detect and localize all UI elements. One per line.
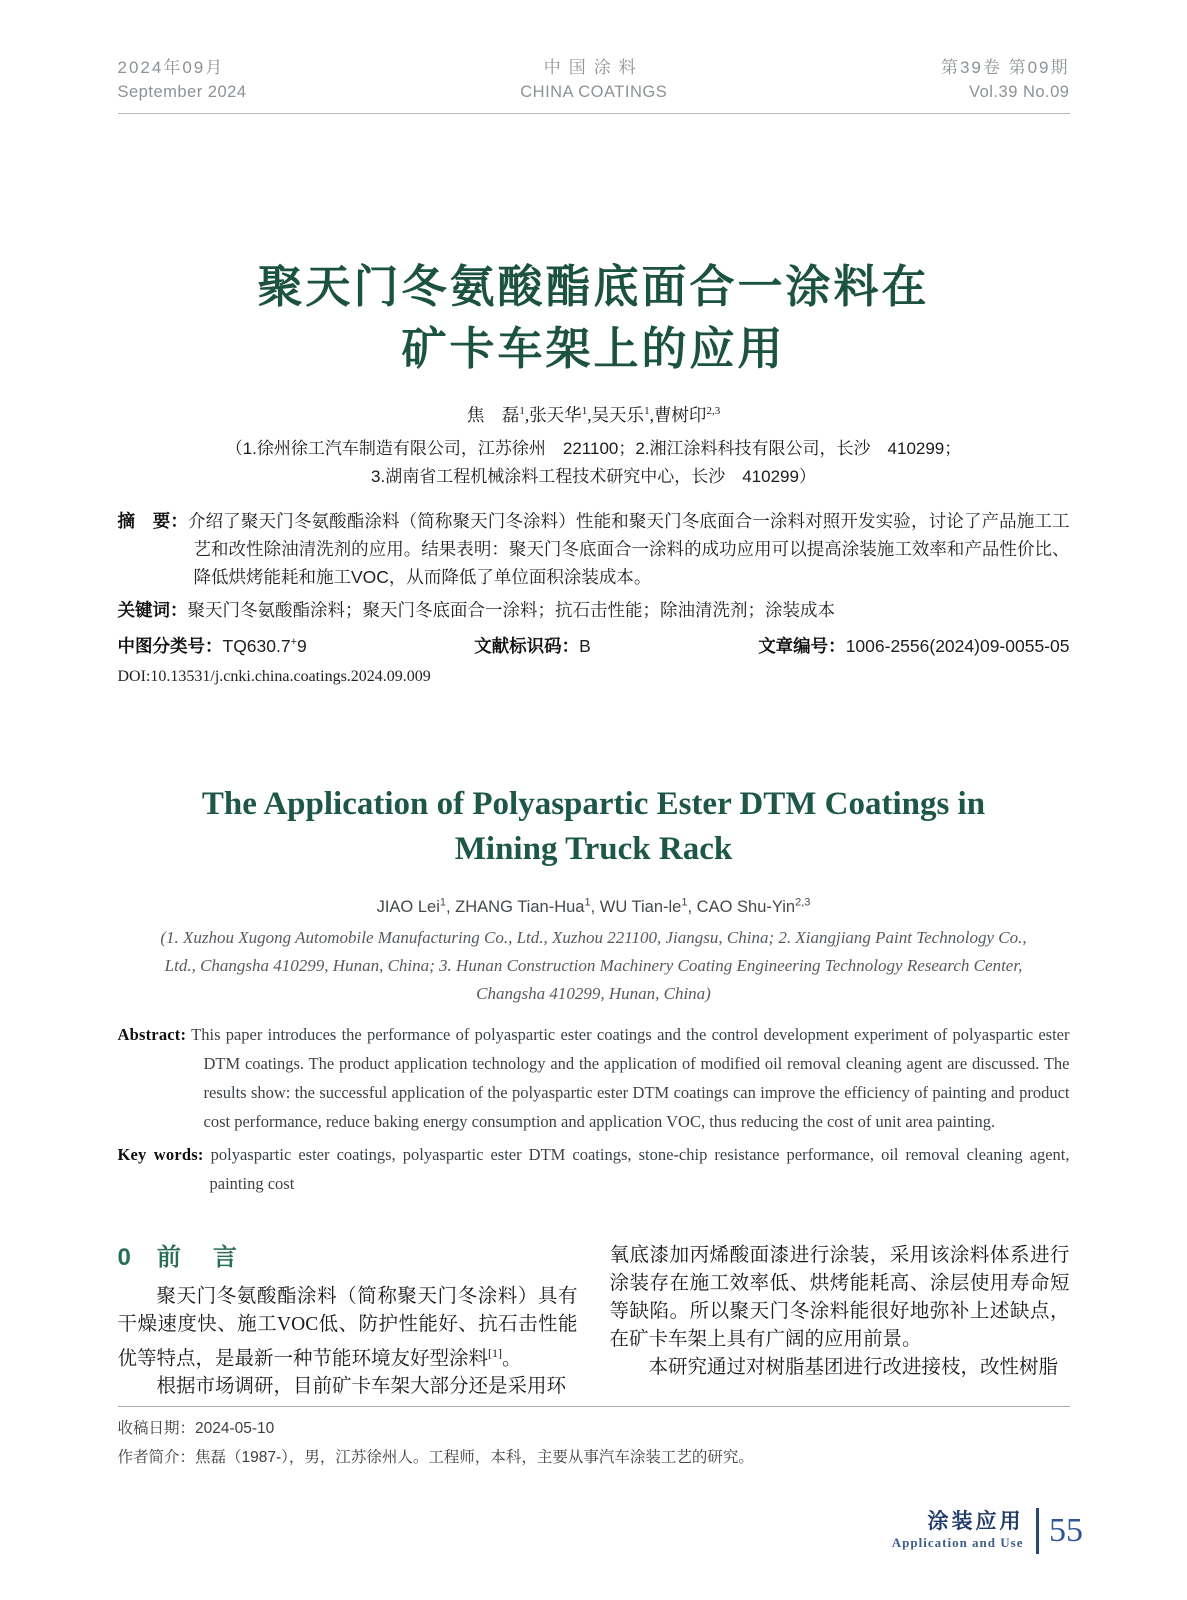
abstract-cn-text: 介绍了聚天门冬氨酸酯涂料（简称聚天门冬涂料）性能和聚天门冬底面合一涂料对照开发实验，讨论了产品施工工艺和改性除油清洗剂的应用。结果表明：聚天门冬底面合一涂料的成功应用可以提高涂装施工效率和产品性价比、降低烘烤能耗和施工VOC，从而降低了单位面积涂装成本。 <box>188 511 1070 587</box>
column-name-cn: 涂装应用 <box>927 1510 1024 1533</box>
received-date <box>118 1417 1070 1441</box>
journal-name-en: CHINA COATINGS <box>520 83 668 101</box>
body-column-right <box>610 1242 1070 1402</box>
author-cn: 吴天乐$^1$, <box>591 405 654 425</box>
abstract-cn <box>118 507 1070 591</box>
author-cn: 张天华$^1$, <box>529 405 592 425</box>
authors-en <box>118 896 1070 917</box>
header-issue <box>941 56 1070 104</box>
keywords-en-label: Key words: <box>117 1144 204 1164</box>
header-date <box>118 56 247 104</box>
article-title-cn <box>118 256 1070 380</box>
affiliation-cn-line1: （1.徐州徐工汽车制造有限公司，江苏徐州 221100；2.湘江涂料科技有限公司，长沙 410299； <box>225 439 962 458</box>
keywords-cn <box>118 597 1070 622</box>
received-date-value: 2024-05-10 <box>195 1420 275 1437</box>
column-name <box>892 1510 1024 1552</box>
keywords-en <box>118 1140 1070 1198</box>
author-cn: 焦 磊$^1$, <box>466 405 530 425</box>
author-bio-label: 作者简介： <box>117 1449 196 1466</box>
author-bio-text: 焦磊（1987-），男，江苏徐州人。工程师，本科，主要从事汽车涂装工艺的研究。 <box>195 1449 754 1466</box>
title-cn-line2: 矿卡车架上的应用 <box>401 323 786 374</box>
abstract-en-text: This paper introduces the performance of polyaspartic ester coatings and the control development experiment of polyaspartic ester DTM coatings. The product application technology and the application of modified oil removal cleaning agent are discussed. The results show: the successful application of the polyaspartic ester DTM coatings can improve the efficiency of painting and product cost performance, reduce baking energy consumption and application VOC, thus reducing the cost of unit area painting. <box>191 1024 1070 1131</box>
authors-cn <box>118 402 1070 427</box>
header-date-en: September 2024 <box>117 83 247 101</box>
abstract-en-label: Abstract: <box>117 1024 187 1044</box>
affiliations-en <box>118 924 1070 1008</box>
author-cn: 曹树印$^{2,3}$ <box>653 405 721 425</box>
author-en: WU Tian-$le^1$, <box>599 896 697 916</box>
abstract-cn-label: 摘 要： <box>117 511 189 531</box>
header-issue-en: Vol.39 No.09 <box>969 83 1070 101</box>
author-bio <box>118 1446 1070 1470</box>
keywords-en-text: polyaspartic ester coatings, polyaspartic ester DTM coatings, stone-chip resistance performance, oil removal cleaning agent, painting cost <box>209 1144 1070 1193</box>
author-en: CAO Shu-Yin$^{2,3}$ <box>696 896 811 916</box>
abstract-en <box>118 1020 1070 1136</box>
page-content <box>118 0 1070 1470</box>
clc-number: 中图分类号：TQ630.7+9 <box>117 636 307 656</box>
keywords-cn-text: 聚天门冬氨酸酯涂料；聚天门冬底面合一涂料；抗石击性能；除油清洗剂；涂装成本 <box>187 600 835 620</box>
footnote <box>118 1406 1070 1470</box>
affiliation-en-line3: Changsha 410299, Hunan, China) <box>476 983 711 1003</box>
article-number: 文章编号：1006-2556(2024)09-0055-05 <box>758 636 1070 656</box>
author-en: JIAO Lei$^1$, <box>376 896 456 916</box>
affiliations-cn <box>118 435 1070 491</box>
paragraph: 根据市场调研，目前矿卡车架大部分还是采用环 <box>156 1376 567 1397</box>
page-marker <box>892 1508 1083 1554</box>
affiliation-en-line2: Ltd., Changsha 410299, Hunan, China; 3. Hunan Construction Machinery Coating Engineering Technology Research Center, <box>164 955 1023 975</box>
paragraph: 本研究通过对树脂基团进行改进接枝，改性树脂 <box>648 1356 1059 1378</box>
title-en-line1: The Application of Polyaspartic Ester DTM Coatings in <box>201 786 986 822</box>
title-en-line2: Mining Truck Rack <box>454 831 733 867</box>
header-date-cn: 2024年09月 <box>117 58 225 77</box>
journal-name-cn: 中国涂料 <box>543 58 644 77</box>
affiliation-en-line1: (1. Xuzhou Xugong Automobile Manufacturing Co., Ltd., Xuzhou 221100, Jiangsu, China; 2. Xiangjiang Paint Technology Co., <box>160 927 1027 947</box>
section-title: 前 言 <box>156 1243 241 1271</box>
affiliation-cn-line2: 3.湖南省工程机械涂料工程技术研究中心，长沙 410299） <box>371 467 816 486</box>
citation-ref: [1] <box>488 1345 503 1360</box>
section-number: 0 <box>117 1243 131 1271</box>
classification-row <box>118 633 1070 658</box>
header-issue-cn: 第39卷 第09期 <box>940 58 1070 77</box>
body-column-left <box>118 1242 578 1402</box>
document-code: 文献标识码：B <box>474 636 591 656</box>
paragraph: 氧底漆加丙烯酸面漆进行涂装，采用该涂料体系进行涂装存在施工效率低、烘烤能耗高、涂层使用寿命短等缺陷。所以聚天门冬涂料能很好地弥补上述缺点，在矿卡车架上具有广阔的应用前景。 <box>609 1244 1070 1350</box>
section-heading <box>118 1242 578 1274</box>
received-date-label: 收稿日期： <box>117 1420 196 1437</box>
article-title-en <box>118 782 1070 872</box>
journal-header <box>118 56 1070 114</box>
column-name-en: Application and Use <box>891 1535 1024 1550</box>
title-cn-line1: 聚天门冬氨酸酯底面合一涂料在 <box>257 261 930 312</box>
paragraph: 聚天门冬氨酸酯涂料（简称聚天门冬涂料）具有干燥速度快、施工VOC低、防护性能好、抗石击性能优等特点，是最新一种节能环境友好型涂料[1]。 <box>117 1285 578 1369</box>
page-number: 55 <box>1049 1512 1083 1549</box>
marker-divider <box>1036 1508 1040 1554</box>
header-journal-name <box>520 56 667 104</box>
body-columns <box>118 1242 1070 1402</box>
keywords-cn-label: 关键词： <box>117 600 188 620</box>
doi: DOI:10.13531/j.cnki.china.coatings.2024.09.009 <box>117 668 431 685</box>
author-en: ZHANG Tian-Hua$^1$, <box>455 896 600 916</box>
